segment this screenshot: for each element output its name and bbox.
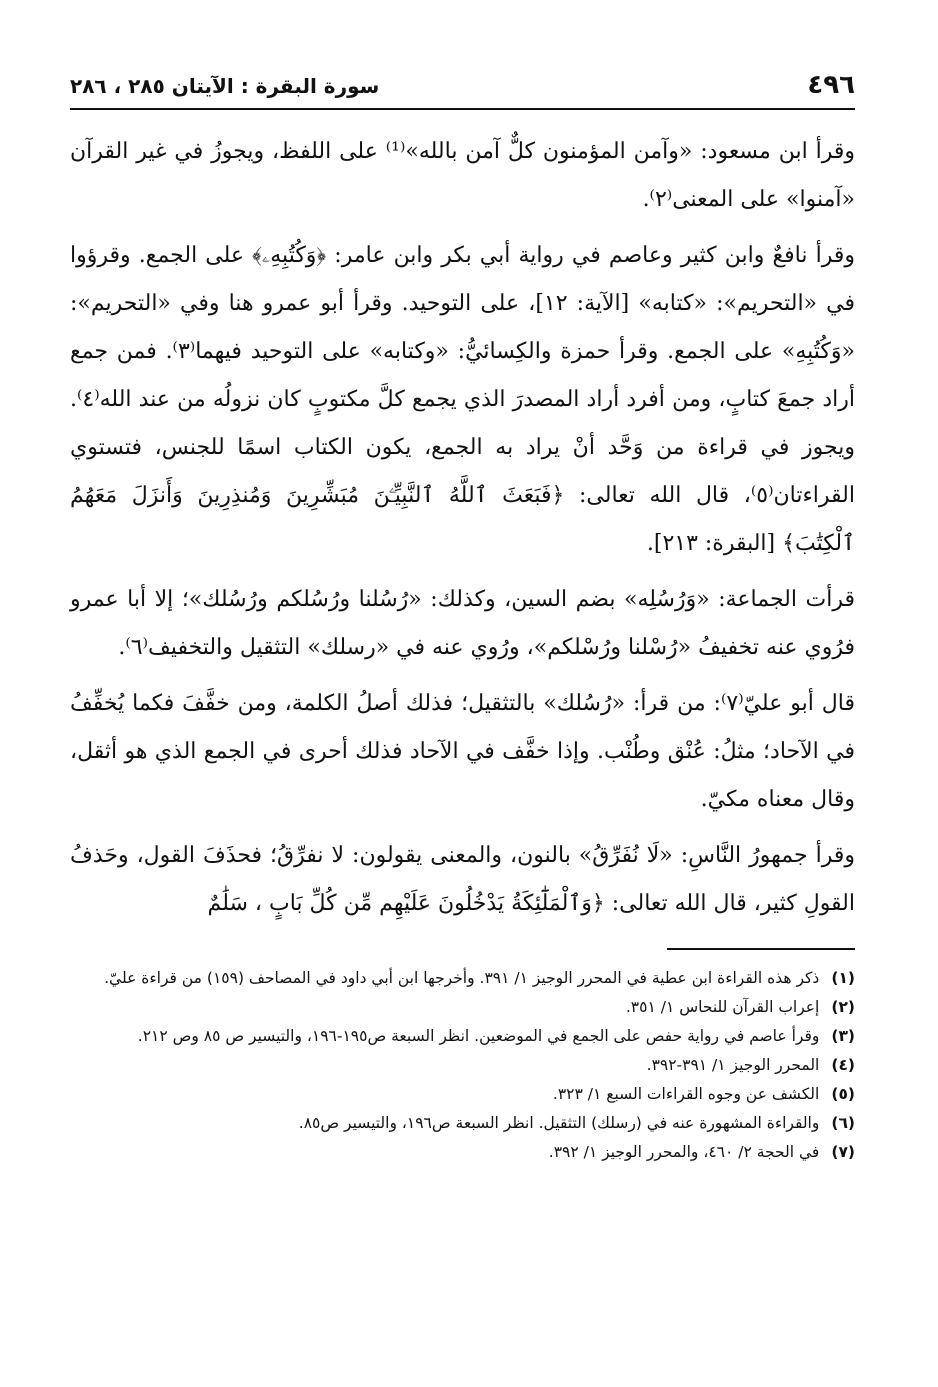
main-text [70,128,855,928]
footnote-text: والقراءة المشهورة عنه في (رسلك) التثقيل. انظر السبعة ص١٩٦، والتيسير ص٨٥. [298,1114,820,1132]
footnotes [70,964,855,1167]
footnote-number: (٤) [831,1056,855,1074]
footnote-number: (٦) [831,1114,855,1132]
footnote-text: ذكر هذه القراءة ابن عطية في المحرر الوجيز ١/ ٣٩١. وأخرجها ابن أبي داود في المصاحف (١٥٩) من قراءة عليّ. [104,969,820,987]
footnote-number: (٣) [831,1027,855,1045]
footnote [70,1080,855,1109]
paragraph: وقرأ نافعٌ وابن كثير وعاصم في رواية أبي بكر وابن عامر: ﴿وَكُتُبِهِۦ﴾ على الجمع. وقرؤوا في «التحريم»: «كتابه» [الآية: ١٢]، على التوحيد. وقرأ أبو عمرو هنا وفي «التحريم»: «وَكُتُبِهِ» على الجمع. وقرأ حمزة والكِسائيُّ: «وكتابه» على التوحيد فيهما⁽٣⁾. فمن جمع أراد جمعَ كتابٍ، ومن أفرد أراد المصدرَ الذي يجمع كلَّ مكتوبٍ كان نزولُه من عند الله⁽٤⁾. ويجوز في قراءة من وَحَّد أنْ يراد به الجمع، يكون الكتاب اسمًا للجنس، فتستوي القراءتان⁽٥⁾، قال الله تعالى: ﴿فَبَعَثَ ٱللَّهُ ٱلنَّبِيِّـۧنَ مُبَشِّرِينَ وَمُنذِرِينَ وَأَنزَلَ مَعَهُمُ ٱلْكِتَٰبَ﴾ [البقرة: ٢١٣]. [70,243,855,556]
book-page [70,60,855,1167]
page-header [70,60,855,110]
paragraph: قال أبو عليّ⁽٧⁾: من قرأ: «رُسُلك» بالتثقيل؛ فذلك أصلُ الكلمة، ومن خفَّفَ فكما يُخفِّفُ في الآحاد؛ مثلُ: عُنْق وطُنْب. وإذا خفَّف في الآحاد فذلك أحرى في الجمع الذي هو أثقل، وقال معناه مكيّ. [70,691,855,812]
paragraph: وقرأ جمهورُ النَّاسِ: «لَا نُفَرِّقُ» بالنون، والمعنى يقولون: لا نفرِّقُ؛ فحذَفَ القول، وحَذفُ القولِ كثير، قال الله تعالى: ﴿وَٱلْمَلَٰٓئِكَةُ يَدْخُلُونَ عَلَيْهِم مِّن كُلِّ بَابٍ ، سَلَٰمٌ [70,843,855,916]
footnote-text: وقرأ عاصم في رواية حفص على الجمع في الموضعين. انظر السبعة ص١٩٥-١٩٦، والتيسير ص ٨٥ وص ٢١٢. [137,1027,820,1045]
footnote-number: (٥) [831,1085,855,1103]
footnotes-divider [667,948,855,950]
footnote-number: (٧) [831,1143,855,1161]
footnote-number: (٢) [831,998,855,1016]
footnote-text: المحرر الوجيز ١/ ٣٩١-٣٩٢. [646,1056,820,1074]
paragraph: وقرأ ابن مسعود: «وآمن المؤمنون كلٌّ آمن بالله»⁽¹⁾ على اللفظ، ويجوزُ في غير القرآن «آمنوا» على المعنى⁽٢⁾. [70,139,855,212]
footnote-text: في الحجة ٢/ ٤٦٠، والمحرر الوجيز ١/ ٣٩٢. [548,1143,820,1161]
footnote-text: إعراب القرآن للنحاس ١/ ٣٥١. [625,998,820,1016]
footnote [70,964,855,993]
running-title: سورة البقرة : الآيتان ٢٨٥ ، ٢٨٦ [70,74,380,98]
footnote-number: (١) [831,969,855,987]
footnote-text: الكشف عن وجوه القراءات السبع ١/ ٣٢٣. [552,1085,820,1103]
paragraph: قرأت الجماعة: «وَرُسُلِه» بضم السين، وكذلك: «رُسُلنا ورُسُلكم ورُسُلك»؛ إلا أبا عمرو فرُوي عنه تخفيفُ «رُسْلنا ورُسْلكم»، ورُوي عنه في «رسلك» التثقيل والتخفيف⁽٦⁾. [70,587,855,660]
footnote [70,1138,855,1167]
footnote [70,993,855,1022]
page-number: ٤٩٦ [807,70,855,100]
footnote [70,1022,855,1051]
footnote [70,1109,855,1138]
footnote [70,1051,855,1080]
